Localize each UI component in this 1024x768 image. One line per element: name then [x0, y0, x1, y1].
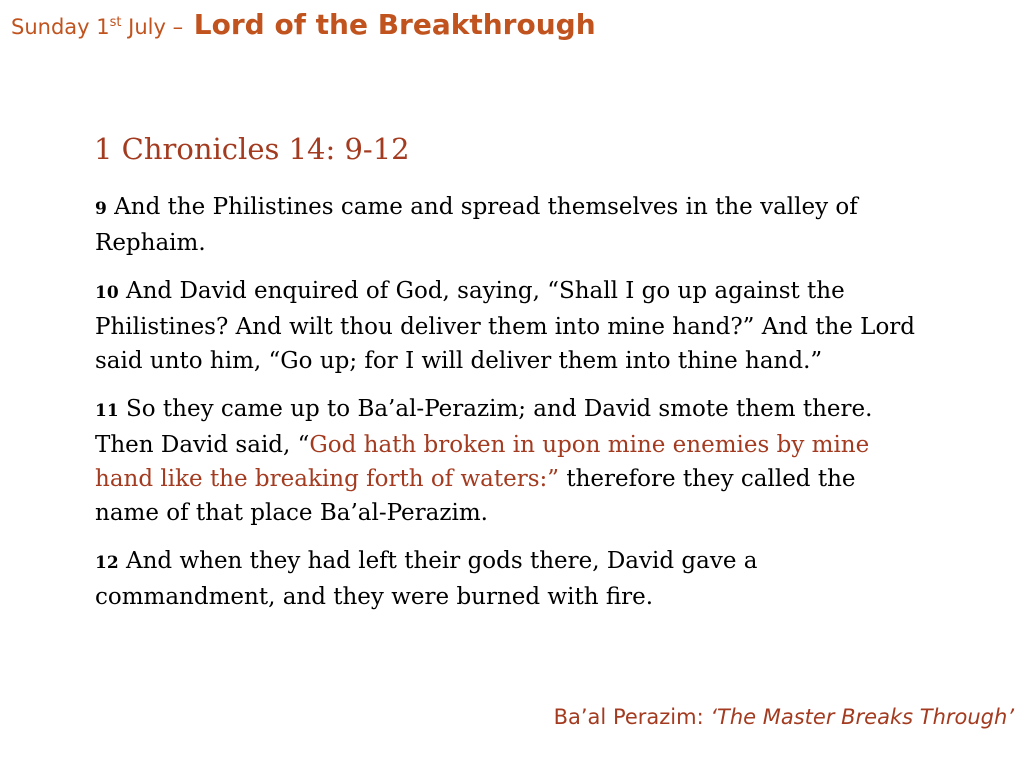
verse-12: [95, 544, 925, 614]
slide-footer: [554, 705, 1014, 729]
header-date: [11, 15, 190, 39]
verse-10: [95, 274, 925, 378]
slide-header: [11, 8, 596, 41]
header-date-prefix: Sunday 1: [11, 15, 110, 39]
header-date-suffix: July –: [121, 15, 190, 39]
scripture-passage: [95, 190, 925, 628]
verse-number: 11: [95, 401, 119, 421]
verse-text-after: therefore they called the name of that place Ba’al-Perazim.: [95, 466, 856, 526]
verse-text: And when they had left their gods there, David gave a commandment, and they were burned with fire.: [95, 548, 758, 610]
verse-11: [95, 392, 925, 530]
footer-label: Ba’al Perazim:: [553, 705, 711, 729]
verse-number: 10: [95, 283, 119, 303]
verse-9: [95, 190, 925, 260]
scripture-reference: 1 Chronicles 14: 9-12: [94, 132, 410, 166]
verse-highlight-quote: God hath broken in upon mine enemies by mine hand like the breaking forth of waters:”: [95, 432, 870, 492]
header-date-ordinal: st: [109, 15, 122, 30]
verse-text-before: So they came up to Ba’al-Perazim; and David smote them there. Then David said, “: [95, 396, 873, 458]
verse-text: And David enquired of God, saying, “Shall I go up against the Philistines? And wilt thou deliver them into mine hand?” And the Lord said unto him, “Go up; for I will deliver them into thine hand.”: [95, 278, 916, 374]
header-title: Lord of the Breakthrough: [193, 8, 596, 41]
verse-text: And the Philistines came and spread themselves in the valley of Rephaim.: [95, 194, 858, 256]
footer-meaning: ‘The Master Breaks Through’: [710, 705, 1014, 729]
verse-number: 9: [95, 199, 107, 219]
verse-number: 12: [95, 553, 119, 573]
